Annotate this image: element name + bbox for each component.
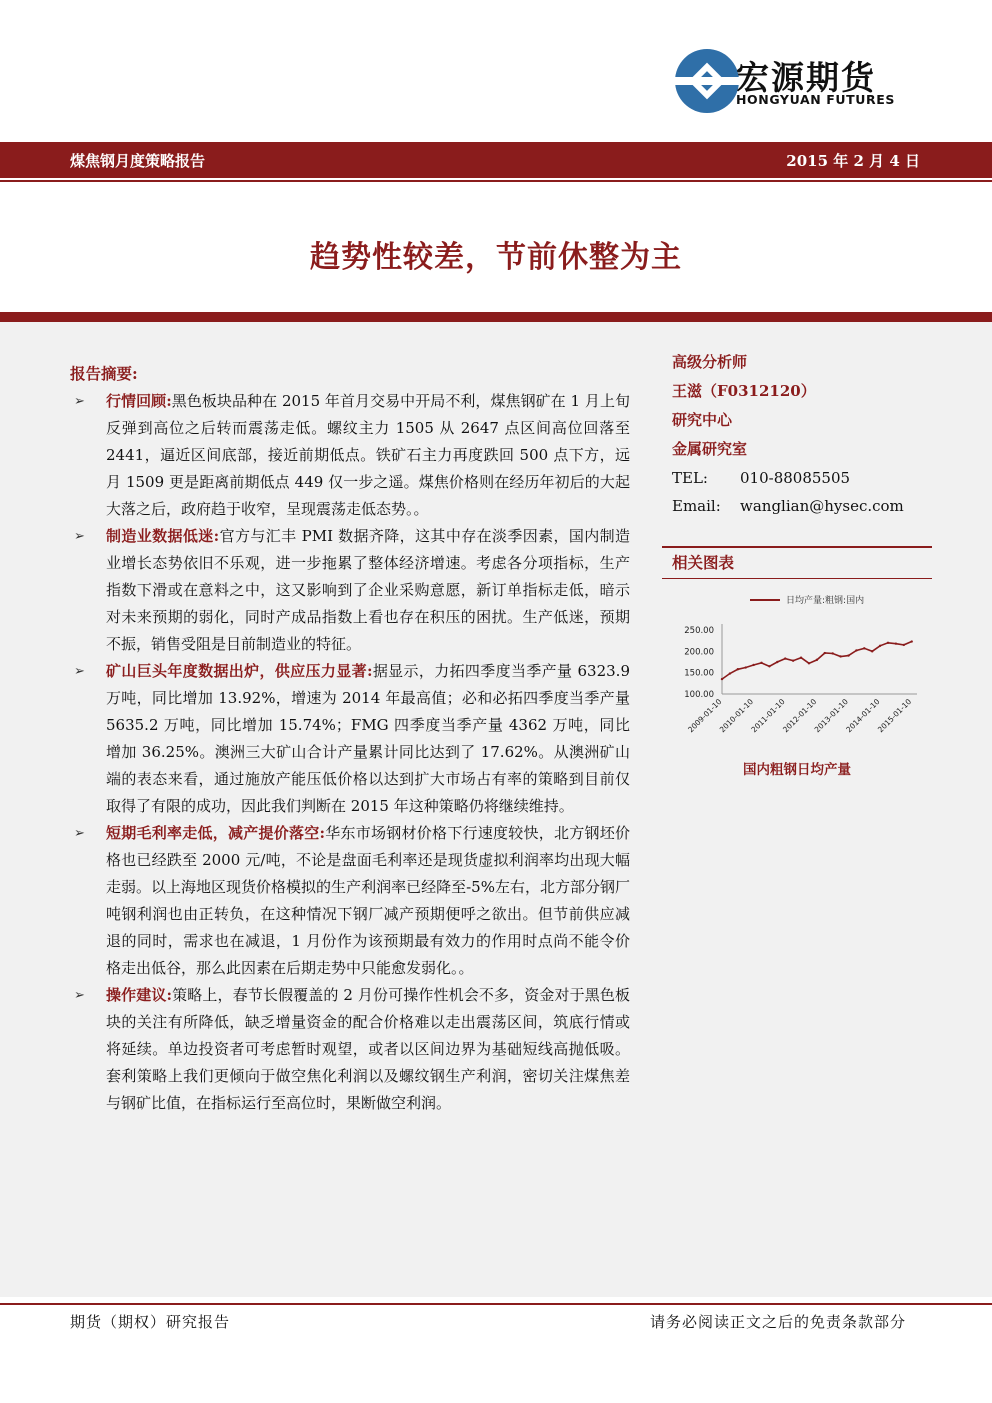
data-point (760, 662, 762, 664)
chart-caption: 国内粗钢日均产量 (743, 762, 851, 778)
department: 研究中心 (672, 411, 733, 429)
abstract-item-text: 华东市场钢材价格下行速度较快，北方钢坯价格也已经跌至 2000 元/吨，不论是盘面毛利率还是现货虚拟利润率均出现大幅走弱。以上海地区现货价格模拟的生产利润率已经降至-5%左右，北方部分钢厂吨钢利润也由正转负，在这种情况下钢厂减产预期便呼之欲出。但节前供应减退的同时，需求也在减退，1 月份作为该预期最有效力的作用时点尚不能令价格走出低谷，那么此因素在后期走势中只能愈发弱化。。 (106, 824, 630, 977)
legend-label: 日均产量:粗钢:国内 (786, 596, 865, 606)
arrow-bullet-icon: ➢ (74, 826, 85, 841)
brand-name-en: HONGYUAN FUTURES (736, 92, 895, 107)
abstract-item (70, 658, 630, 820)
data-point (831, 652, 833, 654)
footer-divider (0, 1303, 992, 1305)
y-tick-label: 200.00 (684, 647, 714, 658)
abstract-item-head: 矿山巨头年度数据出炉，供应压力显著: (106, 662, 373, 680)
y-tick-label: 250.00 (684, 626, 714, 636)
related-divider (662, 546, 932, 548)
data-point (816, 659, 818, 661)
data-point (879, 645, 881, 647)
data-point (808, 662, 810, 664)
report-type: 煤焦钢月度策略报告 (70, 152, 206, 170)
team: 金属研究室 (672, 440, 748, 458)
data-point (721, 678, 723, 680)
abstract-item-head: 短期毛利率走低，减产提价落空: (106, 824, 326, 842)
arrow-bullet-icon: ➢ (74, 988, 85, 1003)
x-tick-label: 2015-01-10 (875, 697, 914, 735)
arrow-bullet-icon: ➢ (74, 664, 85, 679)
x-tick-label: 2014-01-10 (844, 697, 882, 735)
x-tick-label: 2011-01-10 (749, 697, 787, 735)
email-label: Email: (672, 497, 721, 515)
abstract-item-head: 行情回顾: (106, 392, 172, 410)
abstract-item-text: 黑色板块品种在 2015 年首月交易中开局不利，煤焦钢矿在 1 月上旬反弹到高位之后转而震荡走低。螺纹主力 1505 从 2647 点区间高位回落至 2441，逼近区间底部，接近前期低点。铁矿石主力再度跌回 500 点下方，远月 1509 更是距离前期低点 449 仅一步之遥。煤焦价格则在经历年初后的大起大落之后，政府趋于收窄，呈现震荡走低态势。。 (106, 392, 630, 518)
abstract-item (70, 388, 630, 523)
data-point (768, 665, 770, 667)
data-point (776, 661, 778, 663)
data-point (729, 672, 731, 674)
abstract-item-text: 策略上，春节长假覆盖的 2 月份可操作性机会不多，资金对于黑色板块的关注有所降低，缺乏增量资金的配合价格难以走出震荡区间，筑底行情或将延续。单边投资者可考虑暂时观望，或者以区间边界为基础短线高抛低吸。套利策略上我们更倾向于做空焦化利润以及螺纹钢生产利润，密切关注煤焦差与钢矿比值，在指标运行至高位时，果断做空利润。 (106, 986, 630, 1112)
data-point (887, 642, 889, 644)
email-link[interactable]: wanglian@hysec.com (740, 497, 904, 515)
data-point (745, 666, 747, 668)
data-point (863, 647, 865, 649)
arrow-bullet-icon: ➢ (74, 394, 85, 409)
x-tick-label: 2012-01-10 (781, 697, 819, 735)
title-divider (0, 312, 992, 322)
data-point (737, 668, 739, 670)
abstract-item-text: 官方与汇丰 PMI 数据齐降，这其中存在淡季因素，国内制造业增长态势依旧不乐观，进一步拖累了整体经济增速。考虑各分项指标，生产指数下滑或在意料之中，这又影响到了企业采购意愿，新订单指标走低，暗示对未来预期的弱化，同时产成品指数上看也存在积压的困扰。生产低迷，预期不振，销售受阻是目前制造业的特征。 (106, 527, 630, 653)
data-point (895, 642, 897, 644)
report-date: 2015 年 2 月 4 日 (786, 152, 920, 170)
tel-value: 010-88085505 (740, 469, 851, 487)
data-point (824, 652, 826, 654)
data-point (752, 664, 754, 666)
y-tick-label: 150.00 (684, 668, 714, 679)
footer-disclaimer: 请务必阅读正文之后的免责条款部分 (649, 1313, 906, 1331)
analyst-sidebar (672, 348, 932, 520)
data-point (911, 640, 913, 642)
report-abstract (70, 362, 630, 1117)
y-tick-label: 100.00 (684, 690, 714, 700)
x-tick-label: 2010-01-10 (717, 697, 756, 735)
tel-row (672, 464, 932, 492)
abstract-item-head: 制造业数据低迷: (106, 527, 220, 545)
analyst-title: 高级分析师 (672, 353, 748, 371)
data-point (847, 654, 849, 656)
data-point (839, 655, 841, 657)
x-tick-label: 2009-01-10 (686, 697, 724, 735)
header-divider (0, 180, 992, 182)
tel-label: TEL: (672, 469, 708, 487)
email-row (672, 492, 932, 520)
arrow-bullet-icon: ➢ (74, 529, 85, 544)
data-point (800, 657, 802, 659)
abstract-item (70, 982, 630, 1117)
page-title: 趋势性较差，节前休整为主 (310, 240, 682, 275)
footer-left: 期货（期权）研究报告 (70, 1313, 231, 1331)
data-point (784, 657, 786, 659)
related-charts-heading: 相关图表 (672, 553, 735, 572)
abstract-item (70, 523, 630, 658)
steel-output-chart (662, 584, 932, 756)
abstract-item-text: 据显示，力拓四季度当季产量 6323.9 万吨，同比增加 13.92%，增速为 2014 年最高值；必和必拓四季度当季产量 5635.2 万吨，同比增加 15.74%；FMG 四季度当季产量 4362 万吨，同比增加 36.25%。澳洲三大矿山合计产量累计同比达到了 17.62%。从澳洲矿山端的表态来看，通过施放产能压低价格以达到扩大市场占有率的策略到目前仅取得了有限的成功，因此我们判断在 2015 年这种策略仍将继续维持。 (106, 662, 630, 815)
data-point (871, 650, 873, 652)
data-point (855, 649, 857, 651)
x-tick-label: 2013-01-10 (812, 697, 850, 735)
abstract-item (70, 820, 630, 982)
analyst-name: 王滋（F0312120） (672, 382, 816, 400)
data-point (903, 644, 905, 646)
brand-name-cn: 宏源期货 (736, 58, 876, 97)
abstract-heading: 报告摘要: (70, 364, 138, 383)
related-divider-bottom (662, 578, 932, 579)
abstract-item-head: 操作建议: (106, 986, 173, 1004)
data-point (792, 660, 794, 662)
